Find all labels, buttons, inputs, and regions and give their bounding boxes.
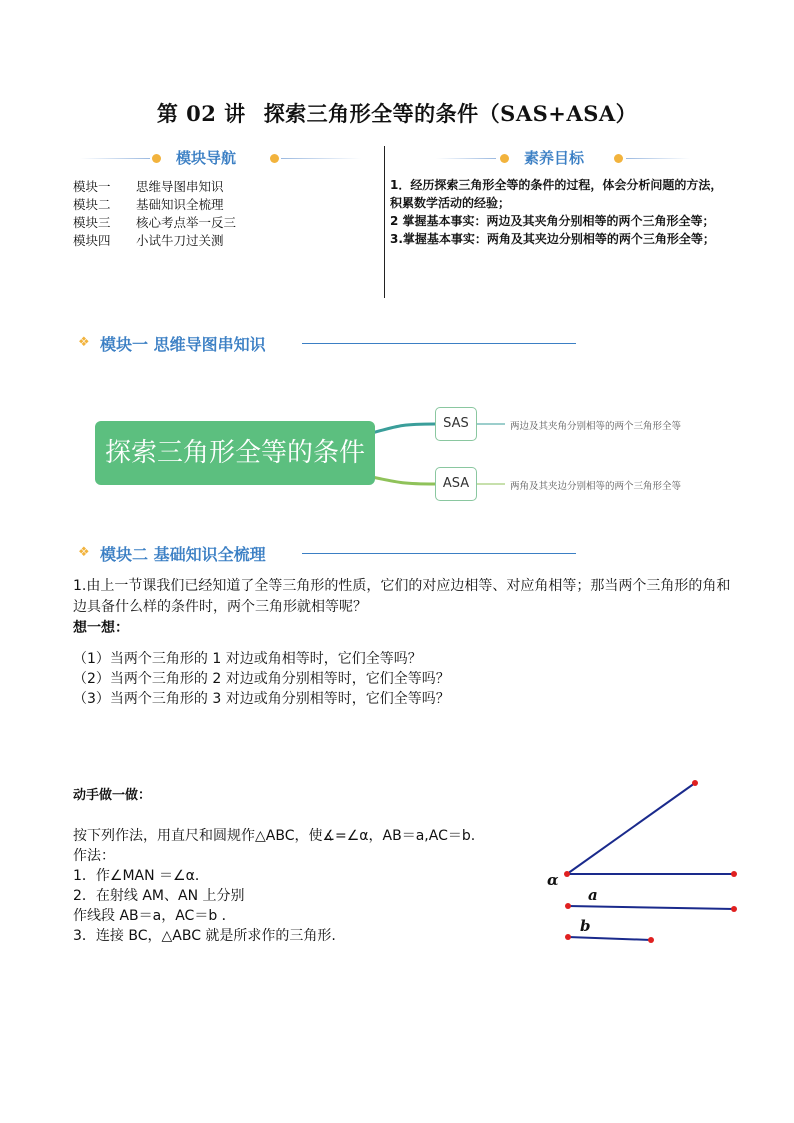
- page-title: [0, 98, 794, 128]
- step-item: 2．在射线 AM、AN 上分别: [73, 888, 245, 904]
- nav-list: [73, 178, 236, 250]
- think-label: 想一想：: [73, 620, 129, 636]
- label-alpha: α: [547, 871, 559, 889]
- segment-a: [568, 906, 734, 909]
- point-a-end: [731, 906, 737, 912]
- nav-item[interactable]: 模块四 小试牛刀过关测: [73, 233, 224, 248]
- question-3: （3）当两个三角形的 3 对边或角分别相等时，它们全等吗？: [73, 691, 450, 707]
- nav-heading: 模块导航: [176, 149, 237, 167]
- task-text: 按下列作法，用直尺和圆规作△ABC，使∡=∠α，AB＝a,AC＝b.: [73, 828, 476, 844]
- goals-header-line-left: [436, 158, 496, 159]
- nav-header-line-right: [281, 158, 361, 159]
- nav-header: [80, 147, 380, 169]
- step-item: 1．作∠MAN ＝∠α．: [73, 868, 209, 884]
- nav-item[interactable]: 模块二 基础知识全梳理: [73, 197, 224, 212]
- method-label: 作法：: [73, 848, 115, 864]
- goal-item: 2 掌握基本事实：两边及其夹角分别相等的两个三角形全等；: [390, 214, 715, 228]
- sas-connector: [372, 424, 435, 433]
- question-2: （2）当两个三角形的 2 对边或角分别相等时，它们全等吗？: [73, 671, 450, 687]
- column-divider: [384, 146, 385, 298]
- angle-ray-upper: [567, 783, 695, 874]
- segment-b: [568, 937, 651, 940]
- intro-paragraph: 1.由上一节课我们已经知道了全等三角形的性质，它们的对应边相等、对应角相等；那当两个三角形的角和边具备什么样的条件时，两个三角形就相等呢？: [73, 578, 731, 615]
- step-item: 3．连接 BC，△ABC 就是所求作的三角形.: [73, 928, 336, 944]
- module2-title: 模块二 基础知识全梳理: [100, 545, 266, 564]
- point-b-start: [565, 934, 571, 940]
- mindmap-node-asa: ASA: [435, 467, 477, 501]
- goal-item: 3.掌握基本事实：两角及其夹边分别相等的两个三角形全等；: [390, 232, 715, 246]
- geometry-figure: [540, 770, 750, 955]
- handson-label: 动手做一做：: [73, 788, 152, 803]
- goals-header-dot-right: [614, 154, 623, 163]
- goals-header: [436, 147, 736, 169]
- point-lower: [731, 871, 737, 877]
- goals-header-dot-left: [500, 154, 509, 163]
- step-item: 作线段 AB＝a，AC＝b ．: [73, 908, 236, 924]
- goals-list: [390, 176, 730, 248]
- label-a: a: [588, 886, 598, 904]
- construction-steps: [73, 826, 543, 946]
- nav-header-dot-left: [152, 154, 161, 163]
- label-b: b: [580, 917, 591, 935]
- module1-rule: [302, 343, 576, 344]
- point-a-start: [565, 903, 571, 909]
- goals-header-line-right: [626, 158, 690, 159]
- module1-header: [78, 332, 578, 354]
- mindmap-desc-asa: 两角及其夹边分别相等的两个三角形全等: [510, 481, 682, 492]
- diamond-icon: ❖: [78, 335, 90, 350]
- point-upper: [692, 780, 698, 786]
- lecture-number: 第 02 讲: [156, 101, 246, 126]
- goal-item: 1．经历探索三角形全等的条件的过程，体会分析问题的方法，积累数学活动的经验；: [390, 178, 723, 210]
- asa-connector: [372, 477, 435, 484]
- point-vertex: [564, 871, 570, 877]
- question-1: （1）当两个三角形的 1 对边或角相等时，它们全等吗？: [73, 651, 422, 667]
- mindmap-desc-sas: 两边及其夹角分别相等的两个三角形全等: [510, 421, 682, 432]
- module2-header: [78, 542, 578, 564]
- module2-rule: [302, 553, 576, 554]
- nav-header-dot-right: [270, 154, 279, 163]
- mindmap-root: 探索三角形全等的条件: [95, 421, 375, 485]
- point-b-end: [648, 937, 654, 943]
- diamond-icon: ❖: [78, 545, 90, 560]
- lecture-topic: 探索三角形全等的条件（SAS+ASA）: [263, 101, 638, 126]
- nav-item[interactable]: 模块三 核心考点举一反三: [73, 215, 237, 230]
- goals-heading: 素养目标: [524, 149, 585, 167]
- mindmap-node-sas: SAS: [435, 407, 477, 441]
- module1-title: 模块一 思维导图串知识: [100, 335, 266, 354]
- nav-item[interactable]: 模块一 思维导图串知识: [73, 179, 224, 194]
- nav-header-line-left: [80, 158, 150, 159]
